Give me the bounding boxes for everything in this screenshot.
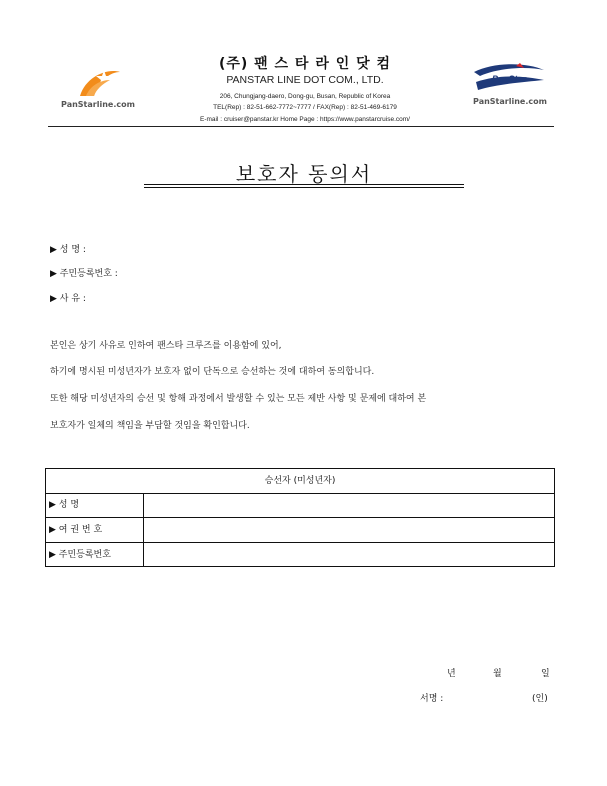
guardian-id-number-label: ▶ 주민등록번호 : (50, 269, 118, 279)
company-logo-right (470, 60, 550, 112)
table-label-id-number: ▶ 주민등록번호 (49, 550, 111, 560)
header-divider (48, 126, 554, 127)
guardian-name-label: ▶ 성 명 : (50, 245, 86, 255)
company-name-english: PANSTAR LINE DOT COM., LTD. (226, 74, 384, 86)
consent-paragraph-line-3: 또한 해당 미성년자의 승선 및 항해 과정에서 발생할 수 있는 모든 제반 사항 및 문제에 대하여 본 (50, 394, 427, 404)
company-email-homepage: E-mail : cruiser@panstar.kr Home Page : https://www.panstarcruise.com/ (200, 116, 410, 123)
table-row-passport (46, 518, 554, 543)
company-name-korean: (주) 팬 스 타 라 인 닷 컴 (218, 56, 392, 72)
consent-paragraph-line-2: 하기에 명시된 미성년자가 보호자 없이 단독으로 승선하는 것에 대하여 동의합니다. (50, 367, 375, 377)
minor-passenger-table (45, 468, 555, 567)
seal-mark: (인) (532, 694, 548, 704)
document-title: 보호자 동의서 (235, 162, 373, 186)
star-logo-icon (60, 66, 136, 100)
table-label-passport-number: ▶ 여 권 번 호 (49, 525, 103, 535)
ship-logo-text: PanStar (492, 74, 527, 84)
date-month-label: 월 (493, 669, 502, 679)
signature-label: 서명 : (420, 694, 444, 704)
company-logo-left (60, 66, 136, 116)
company-tel-fax: TEL(Rep) : 82-51-662-7772~7777 / FAX(Rep) : 82-51-469-6179 (213, 104, 397, 111)
date-year-label: 년 (447, 669, 456, 679)
right-brand-text: PanStarline.com (473, 97, 547, 106)
table-heading: 승선자 (미성년자) (46, 469, 554, 494)
company-address: 206, Chungjang-daero, Dong-gu, Busan, Republic of Korea (219, 93, 391, 100)
ship-logo-icon (470, 60, 550, 96)
table-row-id-number (46, 543, 554, 567)
guardian-reason-label: ▶ 사 유 : (50, 294, 86, 304)
title-underline-bottom (144, 187, 464, 188)
consent-paragraph-line-1: 본인은 상기 사유로 인하여 팬스타 크루즈를 이용함에 있어, (50, 341, 282, 351)
date-day-label: 일 (541, 669, 550, 679)
table-label-name: ▶ 성 명 (49, 500, 80, 510)
left-brand-text: PanStarline.com (61, 100, 135, 109)
title-underline-top (144, 184, 464, 185)
table-row-name (46, 493, 554, 518)
consent-paragraph-line-4: 보호자가 일체의 책임을 부담할 것임을 확인합니다. (50, 421, 250, 431)
